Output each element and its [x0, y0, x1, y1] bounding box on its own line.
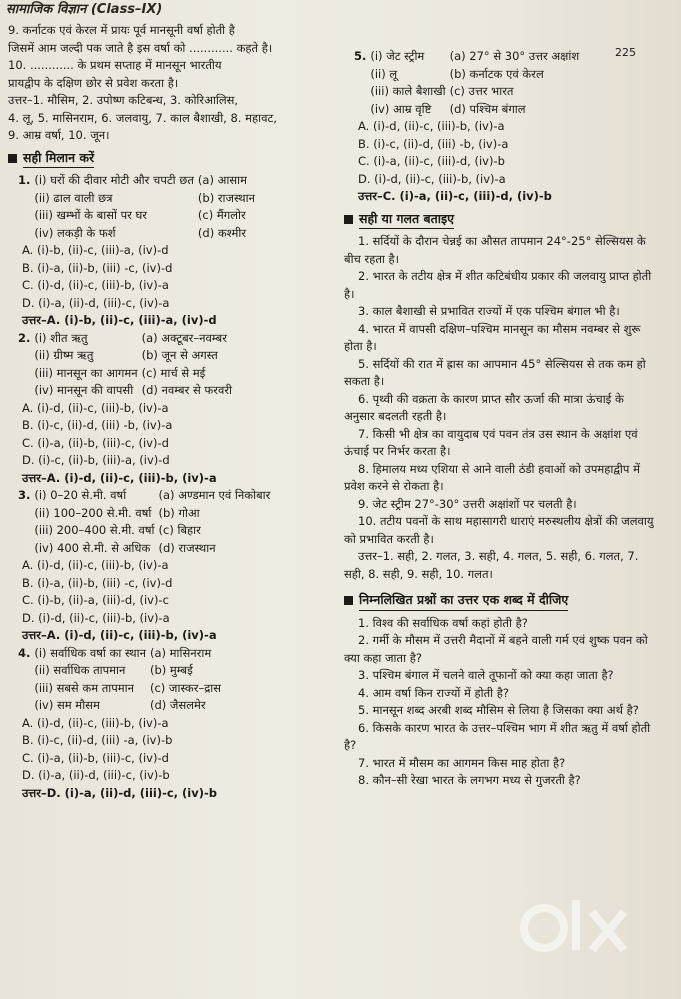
match-row: [354, 83, 583, 101]
match-right: (a) 27° से 30° उत्तर अक्षांश: [449, 49, 580, 63]
answer-line: उत्तर–C. (i)-a, (ii)-c, (iii)-d, (iv)-b: [358, 189, 552, 203]
answer-option: A. (i)-d, (ii)-c, (iii)-b, (iv)-a: [22, 558, 169, 572]
match-row: [18, 540, 274, 558]
answer-option: C. (i)-b, (ii)-a, (iii)-d, (iv)-c: [22, 593, 169, 607]
match-left: (iv) लकड़ी के फर्श: [34, 225, 116, 240]
answer-option: A. (i)-d, (ii)-c, (iii)-b, (iv)-a: [22, 715, 169, 730]
true-false-item: 4. भारत में वापसी दक्षिण–पश्चिम मानसून का मौसम नवम्बर से शुरू होता है।: [344, 321, 641, 353]
answer-option: A. (i)-b, (ii)-c, (iii)-a, (iv)-d: [22, 243, 169, 257]
match-right: (b) राजस्थान: [197, 190, 256, 205]
match-right: (c) उत्तर भारत: [449, 84, 514, 98]
answer-option: B. (i)-c, (ii)-d, (iii) -b, (iv)-a: [22, 418, 173, 432]
match-right: (b) गोआ: [158, 505, 200, 520]
match-row: [18, 347, 236, 365]
true-false-item: 10. तटीय पवनों के साथ महासागरी धाराएं मरुस्थलीय क्षेत्रों की जलवायु को प्रभावित करती है।: [344, 514, 654, 546]
one-word-question: 8. कौन–सी रेखा भारत के लगभग मध्य से गुजरती है?: [358, 773, 581, 787]
match-right: (d) नवम्बर से फरवरी: [141, 383, 233, 397]
match-row: [18, 645, 225, 663]
match-right: (a) मासिनराम: [149, 645, 212, 660]
match-row: [18, 190, 259, 208]
match-row: [354, 66, 583, 84]
match-right: (b) जून से अगस्त: [141, 348, 218, 362]
true-false-item: 5. सर्दियों की रात में ह्रास का आपमान 45° सेल्सियस से तक कम हो सकता है।: [344, 356, 646, 388]
intro-line: प्रायद्वीप के दक्षिण छोर से प्रवेश करता है।: [8, 75, 179, 90]
true-false-item: 2. भारत के तटीय क्षेत्र में शीत कटिबंधीय प्रकार की जलवायु प्राप्त होती है।: [344, 269, 652, 301]
bullet-square-icon: [8, 154, 17, 163]
match-questions: [8, 172, 326, 802]
question-number: 5.: [354, 49, 367, 63]
intro-line: 9. कर्नाटक एवं केरल में प्रायः पूर्व मानसूनी वर्षा होती है: [8, 23, 235, 37]
match-left: (i) सर्वाधिक वर्षा का स्थान: [34, 645, 146, 660]
answer-line: उत्तर–A. (i)-d, (ii)-c, (iii)-b, (iv)-a: [22, 470, 217, 485]
answer-option: D. (i)-a, (ii)-d, (iii)-c, (iv)-a: [22, 295, 170, 310]
match-left: (iv) सम मौसम: [34, 698, 100, 712]
match-left: (ii) सर्वाधिक तापमान: [34, 663, 126, 677]
match-left: (ii) ग्रीष्म ऋतु: [34, 348, 94, 362]
answer-option: B. (i)-a, (ii)-b, (iii) -c, (iv)-d: [22, 260, 173, 275]
match-row: [354, 48, 583, 66]
question-number: 2.: [18, 330, 31, 345]
match-question-5: [344, 48, 656, 206]
match-table: [18, 487, 274, 557]
match-left: (ii) 100–200 से.मी. वर्षा: [34, 505, 152, 520]
match-row: [18, 225, 259, 243]
one-word-list: [344, 615, 656, 790]
match-left: (i) शीत ऋतु: [34, 330, 88, 345]
true-false-heading: सही या गलत बताइए: [344, 210, 656, 230]
match-row: [18, 172, 259, 190]
answer-option: C. (i)-a, (ii)-b, (iii)-c, (iv)-d: [22, 750, 169, 765]
match-row: [18, 365, 236, 383]
match-left: (i) 0–20 से.मी. वर्षा: [34, 488, 127, 502]
answer-line: उत्तर–A. (i)-b, (ii)-c, (iii)-a, (iv)-d: [22, 313, 217, 327]
one-word-question: 7. भारत में मौसम का आगमन किस माह होता है?: [358, 755, 566, 770]
match-right: (b) कर्नाटक एवं केरल: [449, 66, 544, 81]
answer-option: D. (i)-d, (ii)-c, (iii)-b, (iv)-a: [358, 171, 506, 186]
match-right: (d) पश्चिम बंगाल: [449, 101, 526, 116]
match-question: [8, 487, 326, 645]
match-table: [18, 330, 236, 400]
match-row: [18, 662, 225, 680]
answer-option: B. (i)-c, (ii)-d, (iii) -b, (iv)-a: [358, 136, 509, 151]
page-header: सामाजिक विज्ञान (Class–IX): [6, 2, 163, 17]
intro-line: 10. ............ के प्रथम सप्ताह में मानसून भारतीय: [8, 58, 222, 72]
match-left: (iv) आम्र वृष्टि: [370, 101, 432, 116]
match-right: (a) अण्डमान एवं निकोबार: [158, 488, 271, 502]
match-right: (c) जास्कर–द्रास: [149, 680, 222, 695]
bullet-square-icon: [344, 596, 353, 605]
match-left: (ii) ढाल वाली छत्र: [34, 190, 113, 205]
true-false-item: 1. सर्दियों के दौरान चेन्नई का औसत तापमान 24°-25° सेल्सियस के बीच रहता है।: [344, 234, 646, 266]
match-row: [354, 101, 583, 119]
question-number: 4.: [18, 645, 31, 660]
match-left: (i) जेट स्ट्रीम: [370, 49, 425, 63]
answer-option: D. (i)-d, (ii)-c, (iii)-b, (iv)-a: [22, 610, 170, 625]
intro-line: जिसमें आम जल्दी पक जाते है इस वर्षा को ............ कहते है।: [8, 40, 273, 55]
one-word-question: 1. विश्व की सर्वाधिक वर्षा कहां होती है?: [358, 615, 528, 630]
one-word-heading: निम्नलिखित प्रश्नों का उत्तर एक शब्द में दीजिए: [344, 591, 656, 611]
match-right: (c) मैंगलोर: [197, 208, 246, 222]
match-row: [18, 522, 274, 540]
match-table: [18, 645, 225, 715]
answer-option: C. (i)-a, (ii)-c, (iii)-d, (iv)-b: [358, 154, 505, 168]
answer-option: C. (i)-a, (ii)-b, (iii)-c, (iv)-d: [22, 435, 169, 450]
left-column: [8, 22, 326, 802]
answer-option: B. (i)-a, (ii)-b, (iii) -c, (iv)-d: [22, 575, 173, 590]
match-left: (iv) मानसून की वापसी: [34, 383, 134, 397]
match-row: [18, 207, 259, 225]
match-question: [8, 330, 326, 488]
match-left: (iii) काले बैशाखी: [370, 84, 446, 98]
intro-line: उत्तर–1. मौसिम, 2. उपोष्ण कटिबन्ध, 3. कोरिआलिस,: [8, 93, 239, 107]
match-left: (iv) 400 से.मी. से अधिक: [34, 540, 151, 555]
match-question: [8, 645, 326, 803]
question-number: 3.: [18, 488, 31, 502]
true-false-answer: उत्तर–1. सही, 2. गलत, 3. सही, 4. गलत, 5. सही, 6. गलत, 7. सही, 8. सही, 9. सही, 10. गलत।: [344, 549, 639, 581]
match-right: (d) जैसलमेर: [149, 698, 206, 712]
olx-watermark-logo: [520, 888, 640, 968]
match-row: [18, 382, 236, 400]
one-word-question: 6. किसके कारण भारत के उत्तर–पश्चिम भाग में शीत ऋतु में वर्षा होती है?: [344, 720, 651, 752]
match-row: [18, 680, 225, 698]
answer-option: C. (i)-d, (ii)-c, (iii)-b, (iv)-a: [22, 278, 169, 292]
match-right: (c) मार्च से मई: [141, 365, 206, 380]
true-false-item: 3. काल बैशाखी से प्रभावित राज्यों में एक पश्चिम बंगाल भी है।: [358, 304, 620, 318]
match-right: (a) अक्टूबर–नवम्बर: [141, 330, 227, 345]
question-number: 1.: [18, 173, 31, 187]
match-row: [18, 330, 236, 348]
right-column: [344, 48, 656, 790]
intro-line: 4. लू, 5. मासिनराम, 6. जलवायु, 7. काल बैशाखी, 8. महावट,: [8, 110, 277, 125]
match-left: (iii) 200–400 से.मी. वर्षा: [34, 523, 155, 537]
one-word-question: 5. मानसून शब्द अरबी शब्द मौसिम से लिया है जिसका क्या अर्थ है?: [358, 703, 639, 717]
match-right: (a) आसाम: [197, 173, 247, 187]
match-left: (iii) खम्भों के बासों पर घर: [34, 208, 147, 222]
match-left: (iii) सबसे कम तापमान: [34, 680, 135, 695]
true-false-item: 8. हिमालय मध्य एशिया से आने वाली ठंडी हवाओं को उपमहाद्वीप में प्रवेश करने से रोकता है।: [344, 461, 640, 493]
match-left: (i) घरों की दीवार मोटी और चपटी छत: [34, 173, 194, 187]
answer-option: D. (i)-c, (ii)-b, (iii)-a, (iv)-d: [22, 453, 170, 467]
match-right: (c) बिहार: [158, 523, 201, 537]
answer-option: B. (i)-c, (ii)-d, (iii) -a, (iv)-b: [22, 733, 173, 747]
match-right: (d) राजस्थान: [158, 540, 216, 555]
page-number: 225: [615, 46, 636, 59]
one-word-question: 4. आम वर्षा किन राज्यों में होती है?: [358, 685, 510, 700]
fill-in-answers: [8, 22, 326, 145]
answer-option: D. (i)-a, (ii)-d, (iii)-c, (iv)-b: [22, 768, 170, 782]
match-row: [18, 505, 274, 523]
true-false-list: [344, 233, 656, 548]
one-word-question: 3. पश्चिम बंगाल में चलने वाले तूफानों को क्या कहा जाता है?: [358, 668, 614, 682]
true-false-item: 6. पृथ्वी की वक्रता के कारण प्राप्त सौर ऊर्जा की मात्रा ऊंचाई के अनुसार बदलती रहती है।: [344, 391, 624, 423]
intro-line: 9. आम्र वर्षा, 10. जून।: [8, 128, 110, 142]
match-left: (iii) मानसून का आगमन: [34, 365, 138, 380]
match-question: [344, 48, 656, 206]
bullet-square-icon: [344, 215, 353, 224]
one-word-question: 2. गर्मी के मौसम में उत्तरी मैदानों में बहने वाली गर्म एवं शुष्क पवन को क्या कहा जाता है?: [344, 633, 648, 665]
match-row: [18, 487, 274, 505]
match-question: [8, 172, 326, 330]
answer-line: उत्तर–A. (i)-d, (ii)-c, (iii)-b, (iv)-a: [22, 628, 217, 642]
true-false-item: 7. किसी भी क्षेत्र का वायुदाब एवं पवन तंत्र उस स्थान के अक्षांश एवं ऊंचाई पर निर्भर करता है।: [344, 426, 638, 458]
match-table: [354, 48, 583, 118]
match-heading: सही मिलान करें: [8, 149, 326, 169]
match-left: (ii) लू: [370, 66, 398, 81]
match-row: [18, 697, 225, 715]
match-right: (d) कश्मीर: [197, 225, 247, 240]
match-right: (b) मुम्बई: [149, 663, 193, 677]
true-false-item: 9. जेट स्ट्रीम 27°-30° उत्तरी अक्षांशों पर चलती है।: [358, 496, 577, 511]
answer-option: A. (i)-d, (ii)-c, (iii)-b, (iv)-a: [22, 400, 169, 415]
answer-line: उत्तर–D. (i)-a, (ii)-d, (iii)-c, (iv)-b: [22, 785, 218, 800]
answer-option: A. (i)-d, (ii)-c, (iii)-b, (iv)-a: [358, 119, 505, 133]
match-table: [18, 172, 259, 242]
